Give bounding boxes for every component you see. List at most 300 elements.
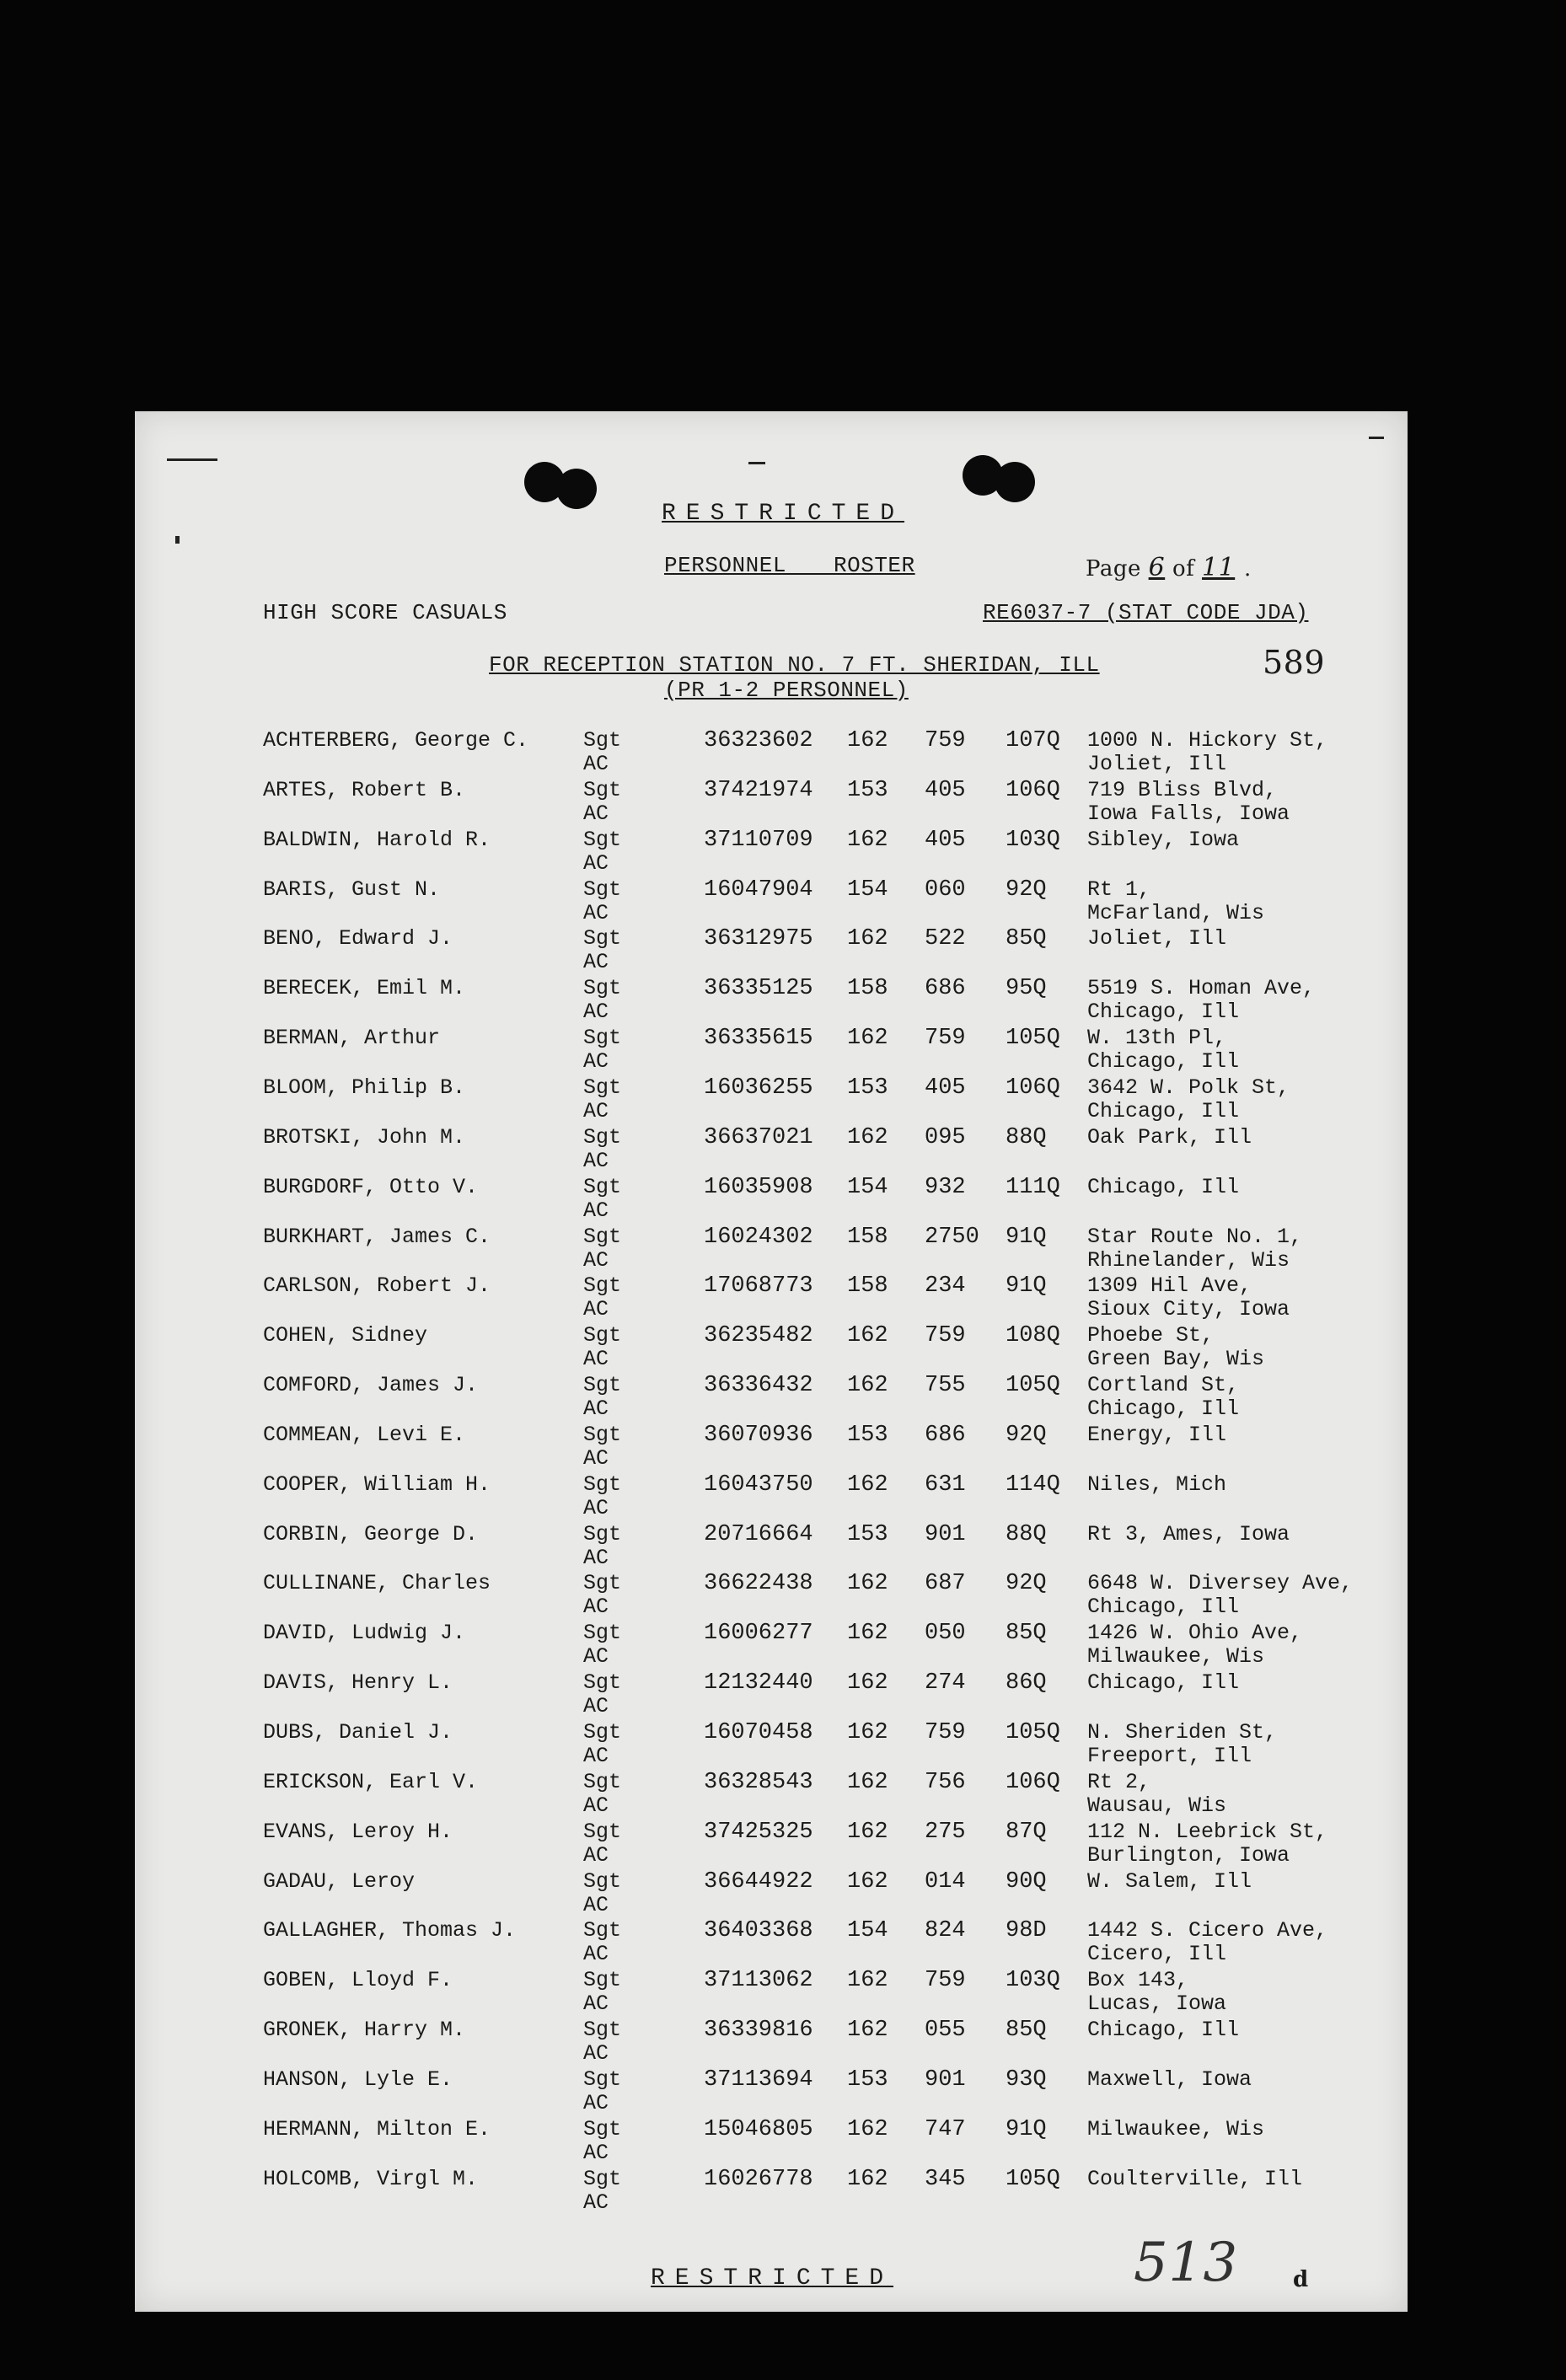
- row-serial-number: 16035908: [704, 1174, 813, 1200]
- row-rank: Sgt: [583, 1174, 622, 1199]
- row-address-line-1: W. 13th Pl,: [1087, 1026, 1227, 1051]
- row-score: 114Q: [1006, 1471, 1060, 1498]
- row-rank: Sgt: [583, 1373, 622, 1398]
- row-serial-number: 36328543: [704, 1769, 813, 1795]
- row-address-line-2: Cicero, Ill: [1087, 1942, 1227, 1967]
- row-serial-number: 36070936: [704, 1422, 813, 1448]
- row-name: BENO, Edward J.: [263, 926, 453, 951]
- table-row: [135, 1918, 1408, 1967]
- roster-title: PERSONNEL ROSTER: [664, 553, 915, 578]
- speck: [167, 458, 217, 461]
- row-name: COHEN, Sidney: [263, 1323, 428, 1348]
- row-score: 90Q: [1006, 1868, 1047, 1895]
- row-code-b: 014: [925, 1868, 966, 1895]
- table-row: [135, 778, 1408, 827]
- row-score: 105Q: [1006, 1026, 1060, 1052]
- row-score: 91Q: [1006, 1273, 1047, 1300]
- row-code-b: 2750: [925, 1224, 979, 1250]
- row-rank: Sgt: [583, 827, 622, 852]
- row-code-a: 162: [847, 1670, 888, 1697]
- unit-name: HIGH SCORE CASUALS: [263, 600, 507, 625]
- row-code-a: 162: [847, 1621, 888, 1647]
- row-address-line-1: 1309 Hil Ave,: [1087, 1273, 1252, 1299]
- row-code-a: 162: [847, 1373, 888, 1399]
- row-code-a: 162: [847, 2166, 888, 2192]
- row-score: 107Q: [1006, 728, 1060, 753]
- row-corps: AC: [583, 1892, 609, 1917]
- row-corps: AC: [583, 1148, 609, 1173]
- row-code-b: 901: [925, 2066, 966, 2093]
- row-rank: Sgt: [583, 1968, 622, 1993]
- row-corps: AC: [583, 1396, 609, 1422]
- row-address-line-1: Cortland St,: [1087, 1373, 1240, 1398]
- restricted-footer: RESTRICTED: [651, 2265, 894, 2292]
- row-code-a: 158: [847, 976, 888, 1002]
- row-address-line-1: Rt 2,: [1087, 1769, 1151, 1794]
- row-address-line-1: 5519 S. Homan Ave,: [1087, 976, 1316, 1001]
- row-name: CORBIN, George D.: [263, 1521, 479, 1546]
- row-code-b: 687: [925, 1571, 966, 1597]
- row-serial-number: 16036255: [704, 1075, 813, 1101]
- row-code-b: 755: [925, 1373, 966, 1399]
- footer-mark: d: [1293, 2267, 1309, 2292]
- table-row: [135, 2067, 1408, 2116]
- row-name: BURGDORF, Otto V.: [263, 1174, 479, 1199]
- table-row: [135, 926, 1408, 975]
- row-name: HERMANN, Milton E.: [263, 2116, 491, 2141]
- row-code-b: 901: [925, 1521, 966, 1547]
- table-row: [135, 1075, 1408, 1124]
- table-row: [135, 1423, 1408, 1471]
- row-name: DUBS, Daniel J.: [263, 1720, 453, 1745]
- row-serial-number: 17068773: [704, 1273, 813, 1300]
- row-corps: AC: [583, 1000, 609, 1025]
- row-score: 92Q: [1006, 876, 1047, 903]
- row-corps: AC: [583, 1247, 609, 1273]
- row-code-a: 162: [847, 1124, 888, 1150]
- row-corps: AC: [583, 1793, 609, 1818]
- row-code-b: 405: [925, 777, 966, 803]
- row-score: 111Q: [1006, 1174, 1060, 1200]
- row-corps: AC: [583, 950, 609, 975]
- row-name: BROTSKI, John M.: [263, 1124, 466, 1150]
- row-address-line-1: Phoebe St,: [1087, 1323, 1215, 1348]
- row-score: 91Q: [1006, 2116, 1047, 2142]
- row-address-line-1: Coulterville, Ill: [1087, 2166, 1303, 2191]
- row-corps: AC: [583, 1842, 609, 1868]
- row-address-line-1: Maxwell, Iowa: [1087, 2066, 1252, 2092]
- row-serial-number: 36339816: [704, 2018, 813, 2044]
- row-score: 105Q: [1006, 1373, 1060, 1399]
- row-serial-number: 36335615: [704, 1026, 813, 1052]
- row-corps: AC: [583, 1744, 609, 1768]
- row-name: GALLAGHER, Thomas J.: [263, 1918, 517, 1943]
- row-serial-number: 15046805: [704, 2116, 813, 2142]
- row-address-line-2: Rhinelander, Wis: [1087, 1247, 1290, 1273]
- row-serial-number: 37113062: [704, 1968, 813, 1994]
- row-score: 105Q: [1006, 1720, 1060, 1745]
- row-rank: Sgt: [583, 1720, 622, 1745]
- row-address-line-2: Chicago, Ill: [1087, 1049, 1240, 1075]
- table-row: [135, 1225, 1408, 1273]
- row-serial-number: 37425325: [704, 1819, 813, 1845]
- row-address-line-2: Freeport, Ill: [1087, 1744, 1252, 1768]
- table-row: [135, 976, 1408, 1025]
- row-code-a: 158: [847, 1273, 888, 1300]
- stat-code: RE6037-7 (STAT CODE JDA): [983, 600, 1309, 625]
- row-corps: AC: [583, 1694, 609, 1719]
- row-address-line-2: Wausau, Wis: [1087, 1793, 1227, 1818]
- row-name: ERICKSON, Earl V.: [263, 1769, 479, 1794]
- row-name: CULLINANE, Charles: [263, 1571, 491, 1596]
- table-row: [135, 728, 1408, 777]
- row-address-line-1: 112 N. Leebrick St,: [1087, 1819, 1328, 1844]
- row-address-line-2: Iowa Falls, Iowa: [1087, 801, 1290, 826]
- row-rank: Sgt: [583, 728, 622, 753]
- row-corps: AC: [583, 1991, 609, 2017]
- row-code-a: 162: [847, 1720, 888, 1745]
- row-code-a: 162: [847, 1819, 888, 1845]
- row-corps: AC: [583, 1545, 609, 1570]
- table-row: [135, 1026, 1408, 1075]
- row-code-a: 162: [847, 1968, 888, 1994]
- row-code-a: 153: [847, 2066, 888, 2093]
- row-serial-number: 37110709: [704, 827, 813, 853]
- row-rank: Sgt: [583, 1670, 622, 1696]
- row-name: HANSON, Lyle E.: [263, 2066, 453, 2092]
- row-score: 108Q: [1006, 1323, 1060, 1349]
- row-address-line-2: Lucas, Iowa: [1087, 1991, 1227, 2017]
- row-rank: Sgt: [583, 1422, 622, 1447]
- handwritten-number: 513: [1134, 2232, 1238, 2294]
- table-row: [135, 2018, 1408, 2066]
- row-name: BLOOM, Philip B.: [263, 1075, 466, 1100]
- table-row: [135, 1273, 1408, 1322]
- row-serial-number: 36335125: [704, 976, 813, 1002]
- row-code-b: 759: [925, 1720, 966, 1745]
- row-address-line-1: 3642 W. Polk St,: [1087, 1075, 1290, 1100]
- row-corps: AC: [583, 1595, 609, 1620]
- row-address-line-2: McFarland, Wis: [1087, 900, 1265, 925]
- row-rank: Sgt: [583, 1769, 622, 1794]
- row-code-a: 162: [847, 2116, 888, 2142]
- row-corps: AC: [583, 752, 609, 776]
- page-indicator: Page 6 of 11 .: [1086, 553, 1252, 582]
- row-address-line-2: Green Bay, Wis: [1087, 1347, 1265, 1372]
- row-code-b: 055: [925, 2018, 966, 2044]
- row-score: 98D: [1006, 1918, 1047, 1944]
- row-code-b: 060: [925, 876, 966, 903]
- row-code-b: 345: [925, 2166, 966, 2192]
- row-corps: AC: [583, 900, 609, 925]
- row-code-b: 234: [925, 1273, 966, 1300]
- row-code-b: 050: [925, 1621, 966, 1647]
- row-name: EVANS, Leroy H.: [263, 1819, 453, 1844]
- row-serial-number: 36403368: [704, 1918, 813, 1944]
- row-rank: Sgt: [583, 976, 622, 1001]
- page-total: 11: [1202, 553, 1236, 582]
- row-name: COMFORD, James J.: [263, 1373, 479, 1398]
- row-name: BARIS, Gust N.: [263, 876, 441, 902]
- row-score: 85Q: [1006, 1621, 1047, 1647]
- row-corps: AC: [583, 1644, 609, 1670]
- row-code-b: 686: [925, 1422, 966, 1448]
- row-address-line-1: Milwaukee, Wis: [1087, 2116, 1265, 2141]
- row-score: 106Q: [1006, 777, 1060, 803]
- row-address-line-1: Joliet, Ill: [1087, 926, 1227, 951]
- row-code-a: 153: [847, 1521, 888, 1547]
- row-serial-number: 16026778: [704, 2166, 813, 2192]
- row-corps: AC: [583, 2140, 609, 2165]
- row-serial-number: 36336432: [704, 1373, 813, 1399]
- row-corps: AC: [583, 850, 609, 876]
- row-rank: Sgt: [583, 2116, 622, 2141]
- table-row: [135, 828, 1408, 876]
- row-name: COOPER, William H.: [263, 1471, 491, 1497]
- row-serial-number: 37113694: [704, 2066, 813, 2093]
- row-address-line-1: W. Salem, Ill: [1087, 1868, 1252, 1894]
- row-address-line-1: Energy, Ill: [1087, 1422, 1227, 1447]
- table-row: [135, 1621, 1408, 1670]
- row-corps: AC: [583, 2090, 609, 2115]
- speck: [748, 462, 765, 464]
- row-rank: Sgt: [583, 1026, 622, 1051]
- row-address-line-1: Niles, Mich: [1087, 1471, 1227, 1497]
- row-name: ARTES, Robert B.: [263, 777, 466, 802]
- row-code-a: 158: [847, 1224, 888, 1250]
- row-address-line-2: Chicago, Ill: [1087, 1000, 1240, 1025]
- row-rank: Sgt: [583, 1075, 622, 1100]
- row-serial-number: 37421974: [704, 777, 813, 803]
- row-serial-number: 16024302: [704, 1224, 813, 1250]
- row-address-line-1: Chicago, Ill: [1087, 1670, 1240, 1696]
- row-serial-number: 36622438: [704, 1571, 813, 1597]
- table-row: [135, 1125, 1408, 1174]
- row-serial-number: 16043750: [704, 1471, 813, 1498]
- row-address-line-2: Milwaukee, Wis: [1087, 1644, 1265, 1670]
- row-rank: Sgt: [583, 1273, 622, 1299]
- row-score: 88Q: [1006, 1124, 1047, 1150]
- speck: [175, 536, 180, 544]
- row-name: GADAU, Leroy: [263, 1868, 416, 1894]
- row-rank: Sgt: [583, 2066, 622, 2092]
- row-address-line-1: Box 143,: [1087, 1968, 1189, 1993]
- row-score: 85Q: [1006, 926, 1047, 952]
- table-row: [135, 1670, 1408, 1719]
- row-name: GRONEK, Harry M.: [263, 2018, 466, 2043]
- row-rank: Sgt: [583, 1868, 622, 1894]
- table-row: [135, 1522, 1408, 1571]
- row-address-line-1: N. Sheriden St,: [1087, 1720, 1278, 1745]
- row-corps: AC: [583, 1049, 609, 1075]
- punch-hole-left-2: [556, 469, 597, 509]
- row-score: 92Q: [1006, 1422, 1047, 1448]
- row-serial-number: 36323602: [704, 728, 813, 753]
- row-corps: AC: [583, 2041, 609, 2066]
- row-score: 86Q: [1006, 1670, 1047, 1697]
- row-corps: AC: [583, 1198, 609, 1223]
- table-row: [135, 1820, 1408, 1868]
- row-rank: Sgt: [583, 1224, 622, 1249]
- row-code-b: 405: [925, 1075, 966, 1101]
- row-code-a: 153: [847, 1075, 888, 1101]
- row-rank: Sgt: [583, 1918, 622, 1943]
- speck: [1369, 437, 1384, 439]
- row-code-a: 162: [847, 2018, 888, 2044]
- row-address-line-2: Chicago, Ill: [1087, 1396, 1240, 1422]
- row-code-a: 154: [847, 1918, 888, 1944]
- row-code-a: 162: [847, 1769, 888, 1795]
- row-address-line-1: 1426 W. Ohio Ave,: [1087, 1621, 1303, 1646]
- row-name: DAVID, Ludwig J.: [263, 1621, 466, 1646]
- table-row: [135, 1869, 1408, 1918]
- row-rank: Sgt: [583, 1471, 622, 1497]
- row-score: 87Q: [1006, 1819, 1047, 1845]
- row-score: 85Q: [1006, 2018, 1047, 2044]
- row-name: BURKHART, James C.: [263, 1224, 491, 1249]
- row-code-b: 759: [925, 1323, 966, 1349]
- row-code-a: 162: [847, 1471, 888, 1498]
- row-score: 106Q: [1006, 1769, 1060, 1795]
- row-address-line-1: 6648 W. Diversey Ave,: [1087, 1571, 1354, 1596]
- table-row: [135, 2167, 1408, 2216]
- row-score: 91Q: [1006, 1224, 1047, 1250]
- row-rank: Sgt: [583, 926, 622, 951]
- row-rank: Sgt: [583, 1323, 622, 1348]
- restricted-header: RESTRICTED: [662, 501, 905, 527]
- roster-page: [135, 411, 1408, 2312]
- row-score: 106Q: [1006, 1075, 1060, 1101]
- row-code-a: 153: [847, 1422, 888, 1448]
- page-number: 6: [1148, 553, 1166, 582]
- row-code-a: 162: [847, 1323, 888, 1349]
- punch-hole-right-2: [995, 462, 1035, 502]
- row-serial-number: 16006277: [704, 1621, 813, 1647]
- row-name: COMMEAN, Levi E.: [263, 1422, 466, 1447]
- row-code-b: 274: [925, 1670, 966, 1697]
- row-rank: Sgt: [583, 2018, 622, 2043]
- row-score: 103Q: [1006, 827, 1060, 853]
- row-corps: AC: [583, 1495, 609, 1520]
- row-serial-number: 20716664: [704, 1521, 813, 1547]
- row-address-line-1: Rt 1,: [1087, 876, 1151, 902]
- row-corps: AC: [583, 1347, 609, 1372]
- row-code-a: 162: [847, 728, 888, 753]
- row-address-line-1: Sibley, Iowa: [1087, 827, 1240, 852]
- row-code-a: 162: [847, 1571, 888, 1597]
- row-corps: AC: [583, 1098, 609, 1123]
- station-sub: (PR 1-2 PERSONNEL): [664, 678, 909, 703]
- row-address-line-1: Star Route No. 1,: [1087, 1224, 1303, 1249]
- row-code-b: 756: [925, 1769, 966, 1795]
- row-address-line-1: Rt 3, Ames, Iowa: [1087, 1521, 1290, 1546]
- row-code-a: 153: [847, 777, 888, 803]
- row-score: 88Q: [1006, 1521, 1047, 1547]
- row-code-b: 759: [925, 1968, 966, 1994]
- table-row: [135, 1571, 1408, 1620]
- row-code-b: 932: [925, 1174, 966, 1200]
- row-name: DAVIS, Henry L.: [263, 1670, 453, 1696]
- document-number: 589: [1263, 644, 1326, 681]
- row-rank: Sgt: [583, 1124, 622, 1150]
- row-code-a: 162: [847, 827, 888, 853]
- table-row: [135, 1770, 1408, 1819]
- row-name: HOLCOMB, Virgl M.: [263, 2166, 479, 2191]
- row-rank: Sgt: [583, 1521, 622, 1546]
- row-rank: Sgt: [583, 1621, 622, 1646]
- row-serial-number: 16047904: [704, 876, 813, 903]
- row-code-b: 522: [925, 926, 966, 952]
- table-row: [135, 1373, 1408, 1422]
- row-code-a: 154: [847, 876, 888, 903]
- row-score: 92Q: [1006, 1571, 1047, 1597]
- row-corps: AC: [583, 1942, 609, 1967]
- table-row: [135, 1175, 1408, 1224]
- row-name: BERECEK, Emil M.: [263, 976, 466, 1001]
- table-row: [135, 1472, 1408, 1521]
- row-code-b: 759: [925, 728, 966, 753]
- table-row: [135, 877, 1408, 926]
- row-address-line-1: 1442 S. Cicero Ave,: [1087, 1918, 1328, 1943]
- row-rank: Sgt: [583, 2166, 622, 2191]
- row-score: 105Q: [1006, 2166, 1060, 2192]
- row-serial-number: 16070458: [704, 1720, 813, 1745]
- row-code-a: 154: [847, 1174, 888, 1200]
- row-serial-number: 36644922: [704, 1868, 813, 1895]
- row-score: 103Q: [1006, 1968, 1060, 1994]
- row-name: BALDWIN, Harold R.: [263, 827, 491, 852]
- row-name: GOBEN, Lloyd F.: [263, 1968, 453, 1993]
- row-code-b: 747: [925, 2116, 966, 2142]
- table-row: [135, 2117, 1408, 2166]
- station-line: FOR RECEPTION STATION NO. 7 FT. SHERIDAN, ILL: [489, 652, 1100, 678]
- row-code-b: 095: [925, 1124, 966, 1150]
- row-score: 95Q: [1006, 976, 1047, 1002]
- row-serial-number: 12132440: [704, 1670, 813, 1697]
- row-rank: Sgt: [583, 1571, 622, 1596]
- row-code-a: 162: [847, 1868, 888, 1895]
- row-rank: Sgt: [583, 876, 622, 902]
- row-serial-number: 36312975: [704, 926, 813, 952]
- row-corps: AC: [583, 1445, 609, 1471]
- row-address-line-2: Chicago, Ill: [1087, 1595, 1240, 1620]
- row-address-line-1: Chicago, Ill: [1087, 2018, 1240, 2043]
- row-corps: AC: [583, 801, 609, 826]
- row-corps: AC: [583, 1297, 609, 1322]
- row-address-line-2: Burlington, Iowa: [1087, 1842, 1290, 1868]
- row-code-b: 686: [925, 976, 966, 1002]
- table-row: [135, 1968, 1408, 2017]
- row-code-a: 162: [847, 1026, 888, 1052]
- page-of: of: [1172, 556, 1195, 582]
- table-row: [135, 1720, 1408, 1769]
- row-code-b: 631: [925, 1471, 966, 1498]
- row-corps: AC: [583, 2190, 609, 2215]
- row-serial-number: 36637021: [704, 1124, 813, 1150]
- row-score: 93Q: [1006, 2066, 1047, 2093]
- row-address-line-1: 719 Bliss Blvd,: [1087, 777, 1278, 802]
- row-address-line-1: Chicago, Ill: [1087, 1174, 1240, 1199]
- row-rank: Sgt: [583, 777, 622, 802]
- row-address-line-2: Joliet, Ill: [1087, 752, 1227, 776]
- row-rank: Sgt: [583, 1819, 622, 1844]
- row-address-line-2: Sioux City, Iowa: [1087, 1297, 1290, 1322]
- page-label: Page: [1086, 556, 1141, 582]
- row-address-line-1: Oak Park, Ill: [1087, 1124, 1252, 1150]
- row-name: ACHTERBERG, George C.: [263, 728, 529, 753]
- row-code-b: 824: [925, 1918, 966, 1944]
- row-name: CARLSON, Robert J.: [263, 1273, 491, 1299]
